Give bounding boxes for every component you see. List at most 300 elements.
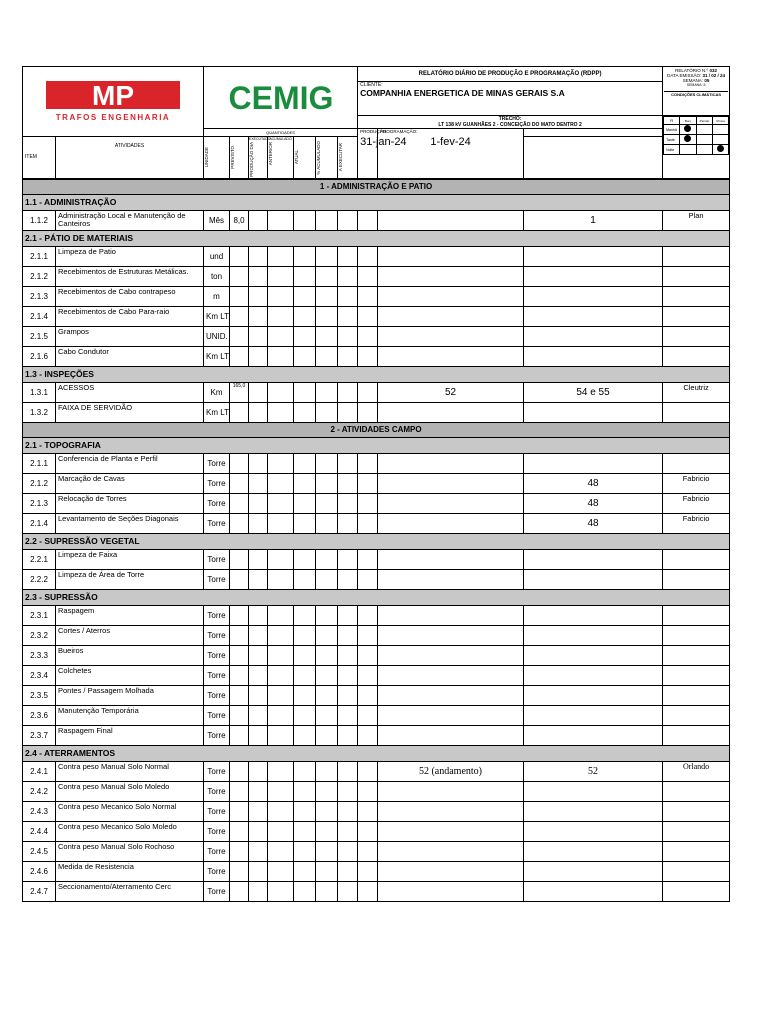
unit: ton	[204, 266, 230, 286]
item-number: 1.3.2	[23, 402, 56, 422]
qty-cell	[249, 821, 268, 841]
producao-value	[378, 402, 524, 422]
previsto-value	[230, 402, 249, 422]
qty-cell	[249, 685, 268, 705]
qty-cell	[249, 725, 268, 745]
qty-cell	[294, 493, 316, 513]
activity-row	[23, 306, 730, 326]
qty-cell	[294, 549, 316, 569]
programacao-value	[524, 685, 663, 705]
qty-cell	[358, 645, 378, 665]
relatorio-number: 032	[709, 68, 717, 73]
responsavel-value	[663, 781, 730, 801]
previsto-value	[230, 493, 249, 513]
unit: Km	[204, 382, 230, 402]
weather-grid	[663, 116, 729, 155]
item-number: 2.3.5	[23, 685, 56, 705]
qty-cell	[358, 326, 378, 346]
unit: Km LT	[204, 306, 230, 326]
qty-cell	[294, 453, 316, 473]
qty-cell	[338, 453, 358, 473]
qty-cell	[249, 266, 268, 286]
rdpp-report-sheet	[22, 66, 726, 902]
activity-name: FAIXA DE SERVIDÃO	[56, 402, 204, 422]
qty-cell	[268, 569, 294, 589]
item-number: 2.4.1	[23, 761, 56, 781]
unit: Torre	[204, 605, 230, 625]
producao-value	[378, 821, 524, 841]
trecho-label: TRECHO:	[498, 116, 522, 122]
unit: Torre	[204, 473, 230, 493]
qty-cell	[294, 210, 316, 230]
responsavel-value	[663, 605, 730, 625]
qty-cell	[338, 306, 358, 326]
programacao-value	[524, 453, 663, 473]
previsto-value	[230, 705, 249, 725]
unit: Torre	[204, 549, 230, 569]
activity-row	[23, 286, 730, 306]
activity-name: Raspagem Final	[56, 725, 204, 745]
report-header-table	[22, 66, 730, 179]
activity-name: Cortes / Aterros	[56, 625, 204, 645]
activity-name: ACESSOS	[56, 382, 204, 402]
qty-cell	[358, 306, 378, 326]
qty-cell	[268, 705, 294, 725]
activity-row	[23, 645, 730, 665]
qty-cell	[294, 761, 316, 781]
cemig-logo-cell	[204, 67, 358, 129]
responsavel-value: Fabricio	[663, 513, 730, 533]
condicoes-label: CONDIÇÕES CLIMÁTICAS	[664, 91, 728, 97]
qty-cell	[316, 549, 338, 569]
qty-cell	[249, 645, 268, 665]
producao-value	[378, 645, 524, 665]
qty-cell	[316, 685, 338, 705]
previsto-value	[230, 346, 249, 366]
qty-cell	[358, 781, 378, 801]
qty-cell	[358, 493, 378, 513]
item-header: ITEM	[23, 137, 56, 179]
qty-cell	[268, 625, 294, 645]
group-header-row	[23, 366, 730, 382]
qty-cell	[268, 382, 294, 402]
item-number: 2.1.3	[23, 286, 56, 306]
activity-row	[23, 382, 730, 402]
qty-cell	[358, 801, 378, 821]
item-number: 2.4.4	[23, 821, 56, 841]
qty-cell	[316, 453, 338, 473]
activity-name: Recebimentos de Estruturas Metálicas.	[56, 266, 204, 286]
producao-value	[378, 210, 524, 230]
responsavel-value	[663, 801, 730, 821]
programacao-value	[524, 286, 663, 306]
producao-value	[378, 705, 524, 725]
qty-cell	[338, 569, 358, 589]
qty-cell	[268, 781, 294, 801]
previsto-value	[230, 306, 249, 326]
programacao-value	[524, 402, 663, 422]
activity-row	[23, 473, 730, 493]
qty-cell	[294, 605, 316, 625]
producao-value	[378, 665, 524, 685]
previsto-header: PREVISTO	[230, 146, 235, 169]
qty-cell	[338, 473, 358, 493]
qty-cell	[268, 665, 294, 685]
qty-cell	[294, 266, 316, 286]
client-label: CLIENTE:	[360, 82, 383, 88]
qty-cell	[358, 605, 378, 625]
qty-cell	[338, 665, 358, 685]
activity-row	[23, 346, 730, 366]
group-header-row	[23, 194, 730, 210]
activity-row	[23, 685, 730, 705]
activities-table	[22, 179, 730, 902]
atual-header: ATUAL	[294, 150, 299, 165]
qty-cell	[268, 286, 294, 306]
activity-row	[23, 725, 730, 745]
activity-row	[23, 761, 730, 781]
producao-value	[378, 306, 524, 326]
weather-manha-bom	[680, 125, 696, 135]
qty-cell	[249, 473, 268, 493]
qty-cell	[358, 473, 378, 493]
programacao-value	[524, 625, 663, 645]
qty-cell	[294, 801, 316, 821]
previsto-value	[230, 625, 249, 645]
programacao-value	[524, 346, 663, 366]
producao-value	[378, 725, 524, 745]
producao-value	[378, 881, 524, 901]
qty-cell	[249, 761, 268, 781]
qty-cell	[338, 821, 358, 841]
semana-value: 05	[704, 78, 710, 83]
unit: Torre	[204, 569, 230, 589]
activity-row	[23, 605, 730, 625]
unit: Torre	[204, 881, 230, 901]
qty-cell	[338, 605, 358, 625]
programacao-value	[524, 549, 663, 569]
qty-cell	[316, 493, 338, 513]
responsavel-value	[663, 326, 730, 346]
qty-cell	[316, 781, 338, 801]
unit: Torre	[204, 781, 230, 801]
qty-cell	[249, 549, 268, 569]
unidade-header: UNIDADE	[204, 147, 209, 168]
unit: Mês	[204, 210, 230, 230]
producao-date: 31-jan-24	[360, 136, 407, 148]
qty-cell	[316, 346, 338, 366]
cemig-logo-text: CEMIG	[228, 79, 333, 116]
programacao-value	[524, 841, 663, 861]
activity-row	[23, 801, 730, 821]
programacao-value	[524, 326, 663, 346]
responsavel-value	[663, 549, 730, 569]
activity-row	[23, 210, 730, 230]
producao-value	[378, 801, 524, 821]
previsto-value	[230, 861, 249, 881]
qty-cell	[249, 246, 268, 266]
programacao-value	[524, 246, 663, 266]
mp-trafos-logo	[38, 79, 188, 123]
responsavel-value: Cleutriz	[663, 382, 730, 402]
programacao-value	[524, 266, 663, 286]
activity-row	[23, 246, 730, 266]
qty-cell	[268, 801, 294, 821]
weather-col-chuva: Chuva	[712, 117, 728, 125]
producao-value	[378, 266, 524, 286]
item-number: 2.3.4	[23, 665, 56, 685]
responsavel-value	[663, 685, 730, 705]
activity-row	[23, 841, 730, 861]
trecho-value: LT 138 kV GUANHÃES 2 - CONCEIÇÃO DO MATO DENTRO 2	[438, 122, 582, 128]
report-meta-cell	[663, 67, 730, 116]
responsavel-value	[663, 821, 730, 841]
previsto-value: 8,0	[230, 210, 249, 230]
weather-noite-chuva	[712, 145, 728, 155]
activity-row	[23, 326, 730, 346]
qty-cell	[338, 801, 358, 821]
qty-cell	[338, 841, 358, 861]
activity-row	[23, 625, 730, 645]
qty-cell	[268, 346, 294, 366]
unit: Torre	[204, 685, 230, 705]
semana-small: SEMANA: 5	[686, 83, 706, 87]
qty-cell	[358, 402, 378, 422]
activity-row	[23, 569, 730, 589]
previsto-value	[230, 801, 249, 821]
qty-cell	[268, 326, 294, 346]
qty-cell	[294, 861, 316, 881]
qty-cell	[338, 725, 358, 745]
activity-name: Contra peso Manual Solo Normal	[56, 761, 204, 781]
qty-cell	[268, 493, 294, 513]
weather-row-manha: Manhã	[664, 125, 680, 135]
programacao-value	[524, 861, 663, 881]
atividades-header: ATIVIDADES	[56, 137, 204, 179]
weather-col-bom: Bom	[680, 117, 696, 125]
weather-col-r: R	[664, 117, 680, 125]
data-emissao-value: 31 / 02 / 24	[702, 73, 726, 78]
weather-tarde-bom	[680, 135, 696, 145]
activity-name: Cabo Condutor	[56, 346, 204, 366]
unit: Torre	[204, 801, 230, 821]
responsavel-value	[663, 453, 730, 473]
item-number: 1.1.2	[23, 210, 56, 230]
previsto-value	[230, 685, 249, 705]
item-number: 2.1.2	[23, 266, 56, 286]
mp-logo-subtitle: TRAFOS ENGENHARIA	[55, 112, 171, 122]
responsavel-value	[663, 266, 730, 286]
previsto-value	[230, 605, 249, 625]
relatorio-label: RELATÓRIO N.º	[675, 68, 709, 73]
weather-dot-icon	[684, 135, 691, 142]
group-header-row	[23, 533, 730, 549]
qty-cell	[338, 326, 358, 346]
qty-cell	[338, 286, 358, 306]
programacao-value	[524, 801, 663, 821]
activity-row	[23, 402, 730, 422]
producao-value: 52	[378, 382, 524, 402]
qty-cell	[358, 665, 378, 685]
qty-cell	[338, 346, 358, 366]
unit: Torre	[204, 705, 230, 725]
responsavel-value	[663, 286, 730, 306]
executado-label: EXECUTADO	[249, 137, 271, 141]
item-number: 2.3.6	[23, 705, 56, 725]
responsavel-value	[663, 402, 730, 422]
qty-cell	[294, 881, 316, 901]
item-number: 2.1.1	[23, 246, 56, 266]
qty-cell	[268, 306, 294, 326]
activity-row	[23, 705, 730, 725]
weather-col-parcial: Parcial	[696, 117, 712, 125]
qty-cell	[249, 605, 268, 625]
responsavel-value	[663, 569, 730, 589]
programacao-date: 1-fev-24	[430, 136, 471, 148]
qty-cell	[249, 513, 268, 533]
qty-cell	[316, 881, 338, 901]
qty-cell	[338, 513, 358, 533]
programacao-value: 48	[524, 493, 663, 513]
qty-cell	[316, 665, 338, 685]
previsto-value	[230, 665, 249, 685]
qty-cell	[268, 821, 294, 841]
qty-cell	[294, 725, 316, 745]
trecho-cell	[358, 116, 663, 129]
responsavel-value: Orlando	[663, 761, 730, 781]
unit: Torre	[204, 665, 230, 685]
qty-cell	[294, 286, 316, 306]
qty-cell	[249, 493, 268, 513]
item-number: 2.1.3	[23, 493, 56, 513]
qty-cell	[316, 326, 338, 346]
qty-cell	[249, 346, 268, 366]
responsavel-value	[663, 705, 730, 725]
qty-cell	[358, 286, 378, 306]
group-header-row	[23, 230, 730, 246]
activity-row	[23, 549, 730, 569]
activity-name: Contra peso Manual Solo Moledo	[56, 781, 204, 801]
item-number: 2.1.2	[23, 473, 56, 493]
qty-cell	[268, 549, 294, 569]
qty-cell	[316, 801, 338, 821]
qty-cell	[249, 705, 268, 725]
qty-cell	[268, 841, 294, 861]
qty-cell	[268, 861, 294, 881]
programacao-value: 54 e 55	[524, 382, 663, 402]
qty-cell	[294, 513, 316, 533]
cemig-logo	[211, 77, 351, 117]
responsavel-value	[663, 841, 730, 861]
qty-cell	[294, 346, 316, 366]
previsto-value	[230, 645, 249, 665]
unit: Torre	[204, 493, 230, 513]
unit: Torre	[204, 821, 230, 841]
qty-cell	[268, 725, 294, 745]
item-number: 2.1.6	[23, 346, 56, 366]
previsto-value	[230, 781, 249, 801]
qty-cell	[358, 266, 378, 286]
producao-value	[378, 513, 524, 533]
unit: Torre	[204, 725, 230, 745]
group-title: 1.1 - ADMINISTRAÇÃO	[23, 194, 730, 210]
qty-cell	[338, 781, 358, 801]
producao-value	[378, 453, 524, 473]
previsto-value	[230, 549, 249, 569]
responsavel-value	[663, 306, 730, 326]
activity-name: Seccionamento/Aterramento Cerc	[56, 881, 204, 901]
qty-cell	[294, 306, 316, 326]
programacao-value: 1	[524, 210, 663, 230]
qty-cell	[338, 645, 358, 665]
qty-cell	[249, 781, 268, 801]
qty-cell	[268, 402, 294, 422]
programacao-value	[524, 665, 663, 685]
qty-cell	[268, 210, 294, 230]
previsto-value	[230, 761, 249, 781]
unit: UNID.	[204, 326, 230, 346]
unit: Torre	[204, 841, 230, 861]
activity-name: Limpeza de Área de Torre	[56, 569, 204, 589]
producao-value	[378, 346, 524, 366]
qty-cell	[249, 881, 268, 901]
unit: Torre	[204, 513, 230, 533]
qty-cell	[358, 346, 378, 366]
unit: und	[204, 246, 230, 266]
programacao-value	[524, 645, 663, 665]
programacao-value	[524, 705, 663, 725]
group-title: 2.1 - TOPOGRAFIA	[23, 437, 730, 453]
qty-cell	[249, 665, 268, 685]
producao-value	[378, 246, 524, 266]
programacao-value	[524, 781, 663, 801]
qty-cell	[316, 513, 338, 533]
activity-name: Grampos	[56, 326, 204, 346]
activity-name: Manutenção Temporária	[56, 705, 204, 725]
responsavel-value	[663, 246, 730, 266]
producao-value	[378, 549, 524, 569]
qty-cell	[268, 513, 294, 533]
responsavel-value: Plan	[663, 210, 730, 230]
weather-dot-icon	[684, 125, 691, 132]
activity-name: Recebimentos de Cabo contrapeso	[56, 286, 204, 306]
activity-name: Relocação de Torres	[56, 493, 204, 513]
qty-cell	[268, 246, 294, 266]
qty-cell	[358, 569, 378, 589]
item-number: 1.3.1	[23, 382, 56, 402]
activity-name: Administração Local e Manutenção de Canteiros	[56, 210, 204, 230]
activity-name: Contra peso Mecanico Solo Moledo	[56, 821, 204, 841]
qty-cell	[249, 306, 268, 326]
qty-cell	[316, 645, 338, 665]
activity-row	[23, 821, 730, 841]
activity-row	[23, 266, 730, 286]
programacao-value	[524, 605, 663, 625]
unit: Torre	[204, 625, 230, 645]
qty-cell	[316, 402, 338, 422]
weather-grid-cell	[663, 116, 730, 179]
group-header-row	[23, 745, 730, 761]
qty-cell	[294, 382, 316, 402]
producao-value	[378, 286, 524, 306]
qty-cell	[294, 685, 316, 705]
item-number: 2.2.2	[23, 569, 56, 589]
qty-cell	[338, 402, 358, 422]
activity-name: Bueiros	[56, 645, 204, 665]
qty-cell	[249, 382, 268, 402]
previsto-value	[230, 266, 249, 286]
programacao-value	[524, 569, 663, 589]
